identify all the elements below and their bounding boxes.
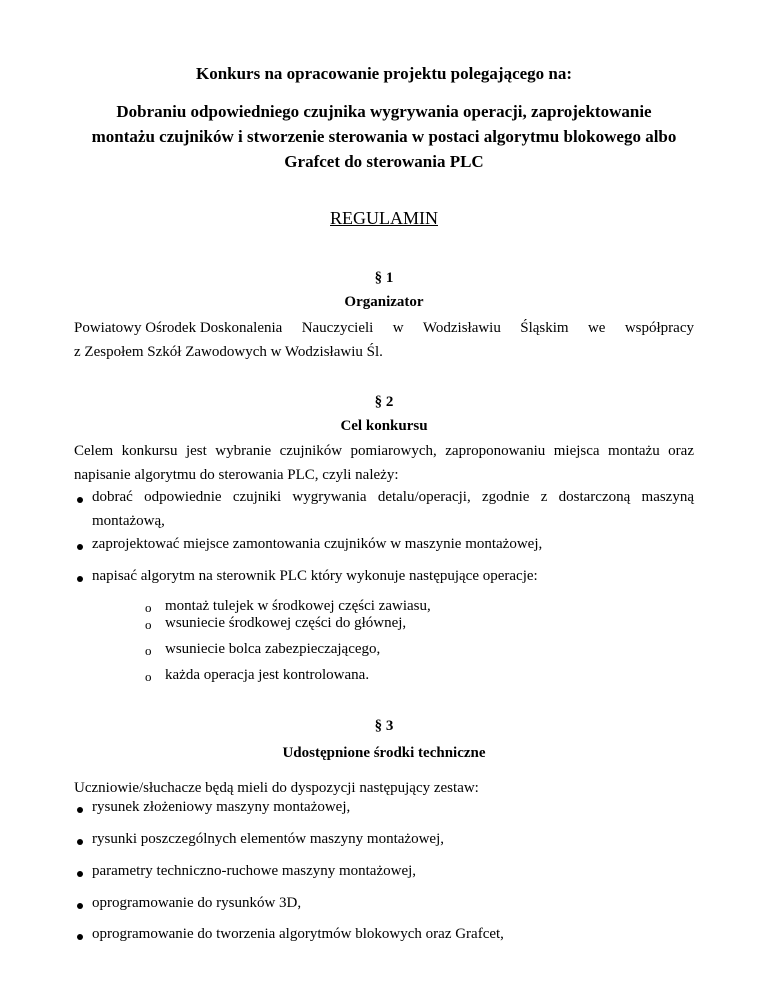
bullet-3: napisać algorytm na sterownik PLC który wykonuje następujące operacje: (92, 568, 538, 584)
section-1-number: § 1 (374, 270, 394, 286)
section-3-number: § 3 (374, 718, 394, 734)
circle-bullet-icon: o (145, 600, 152, 615)
bullet-icon (77, 544, 83, 550)
word: w (392, 320, 404, 336)
bullet-icon (77, 576, 83, 582)
circle-bullet-icon: o (145, 617, 152, 632)
section-1-line-1 (74, 320, 694, 337)
section-1-title: Organizator (344, 294, 424, 310)
subitem-2: wsuniecie środkowej części do głównej, (165, 615, 407, 631)
bullet-icon (77, 934, 83, 940)
section-2-para-line-2: napisanie algorytmu do sterowania PLC, czyli należy: (74, 467, 399, 483)
title-line-2: montażu czujników i stworzenie sterowania w postaci algorytmu blokowego albo (91, 127, 677, 146)
word: współpracy (624, 320, 694, 336)
subitem-3: wsuniecie bolca zabezpieczającego, (165, 641, 381, 657)
header-intro: Konkurs na opracowanie projektu polegającego na: (195, 64, 573, 83)
word: Powiatowy Ośrodek Doskonalenia (74, 320, 283, 336)
equipment-item-2: rysunki poszczególnych elementów maszyny montażowej, (92, 831, 444, 847)
title-line-3: Grafcet do sterowania PLC (284, 152, 484, 171)
word: we (587, 320, 606, 336)
subitem-4: każda operacja jest kontrolowana. (165, 667, 370, 683)
bullet-2: zaprojektować miejsce zamontowania czujników w maszynie montażowej, (92, 536, 543, 552)
section-3-title: Udostępnione środki techniczne (282, 745, 486, 761)
bullet-1-line-2: montażową, (92, 513, 165, 529)
section-2-title: Cel konkursu (340, 418, 428, 434)
equipment-item-3: parametry techniczno-ruchowe maszyny montażowej, (92, 863, 417, 879)
regulamin-heading: REGULAMIN (330, 208, 438, 228)
bullet-icon (77, 497, 83, 503)
word: Nauczycieli (301, 320, 374, 336)
section-1-line-2: z Zespołem Szkół Zawodowych w Wodzisławiu Śl. (74, 344, 383, 360)
section-3-intro: Uczniowie/słuchacze będą mieli do dyspozycji następujący zestaw: (74, 780, 479, 796)
equipment-item-4: oprogramowanie do rysunków 3D, (92, 895, 302, 911)
equipment-item-1: rysunek złożeniowy maszyny montażowej, (92, 799, 351, 815)
bullet-icon (77, 839, 83, 845)
circle-bullet-icon: o (145, 643, 152, 658)
section-2-para-line-1: Celem konkursu jest wybranie czujników pomiarowych, zaproponowaniu miejsca montażu oraz (74, 443, 694, 459)
bullet-icon (77, 807, 83, 813)
subitem-1: montaż tulejek w środkowej części zawiasu, (165, 598, 431, 614)
word: Śląskim (520, 320, 569, 336)
section-2-number: § 2 (374, 394, 394, 410)
title-line-1: Dobraniu odpowiedniego czujnika wygrywania operacji, zaprojektowanie (116, 102, 652, 121)
equipment-item-5: oprogramowanie do tworzenia algorytmów blokowych oraz Grafcet, (92, 926, 504, 942)
bullet-icon (77, 903, 83, 909)
circle-bullet-icon: o (145, 669, 152, 684)
word: Wodzisławiu (422, 320, 501, 336)
bullet-1-line-1: dobrać odpowiednie czujniki wygrywania detalu/operacji, zgodnie z dostarczoną maszyną (92, 489, 694, 505)
bullet-icon (77, 871, 83, 877)
